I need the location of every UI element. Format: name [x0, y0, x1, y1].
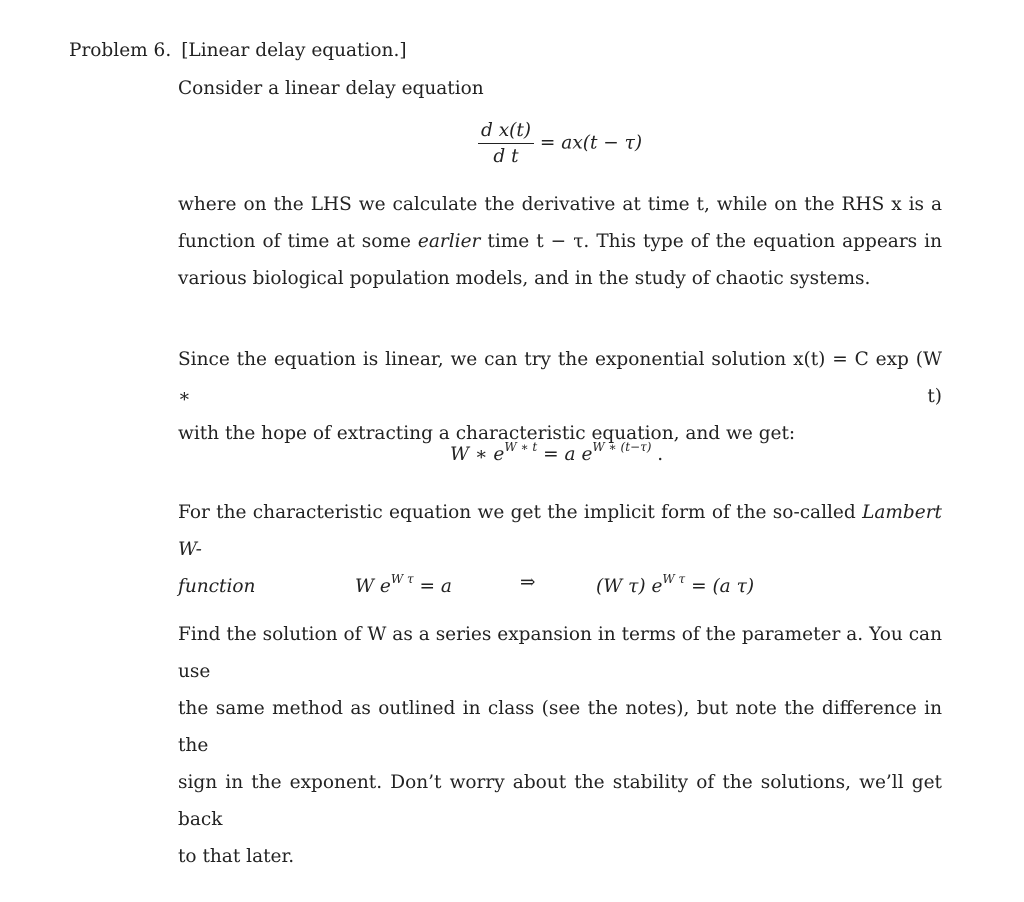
paragraph-lambert [178, 494, 942, 605]
paragraph-line: function of time at some earlier time t − τ. This type of the equation appears in [178, 231, 943, 252]
emphasis-function: function [178, 576, 256, 597]
paragraph-line: various biological population models, and in the study of chaotic systems. [178, 268, 871, 289]
derivative-fraction [478, 120, 534, 167]
paragraph-line: with the hope of extracting a characteristic equation, and we get: [178, 423, 796, 444]
emphasis-lambert: Lambert W- [178, 502, 942, 560]
implies-arrow: ⇒ [520, 572, 536, 593]
paragraph-description [178, 186, 942, 297]
paragraph-line: the same method as outlined in class (see the notes), but note the difference in the [178, 698, 942, 756]
paragraph-line: Since the equation is linear, we can try the exponential solution x(t) = C exp (W ∗ t) [178, 349, 942, 407]
fraction-denominator: d t [493, 146, 519, 167]
emphasis-earlier: earlier [417, 231, 481, 252]
lambert-equation-right: (W τ) $e^{W \tau} = (a$ τ) [596, 572, 755, 597]
paragraph-line: Find the solution of W as a series expansion in terms of the parameter a. You can use [178, 624, 942, 682]
problem-heading [69, 40, 407, 61]
paragraph-task [178, 616, 942, 875]
paragraph-line: to that later. [178, 846, 295, 867]
paragraph-line: For the characteristic equation we get the implicit form of the so-called Lambert W- [178, 502, 942, 560]
problem-number: Problem 6. [69, 40, 172, 61]
paragraph-exponential [178, 341, 942, 452]
exponential-equation: W ∗ $e^{W ∗ t} = a$ $e^{W ∗ (t-\tau)}$ . [450, 440, 664, 465]
problem-title: [Linear delay equation.] [181, 40, 407, 61]
delay-equation [478, 120, 642, 167]
intro-text: Consider a linear delay equation [178, 78, 484, 99]
paragraph-line: sign in the exponent. Don’t worry about the stability of the solutions, we’ll get back [178, 772, 942, 830]
lambert-equation-left: W $e^{W \tau} = a$ [355, 572, 452, 597]
equation-rhs: = ax(t − τ) [539, 132, 643, 154]
paragraph-line: where on the LHS we calculate the derivative at time t, while on the RHS x is a [178, 194, 942, 215]
fraction-numerator: d x(t) [478, 120, 534, 144]
